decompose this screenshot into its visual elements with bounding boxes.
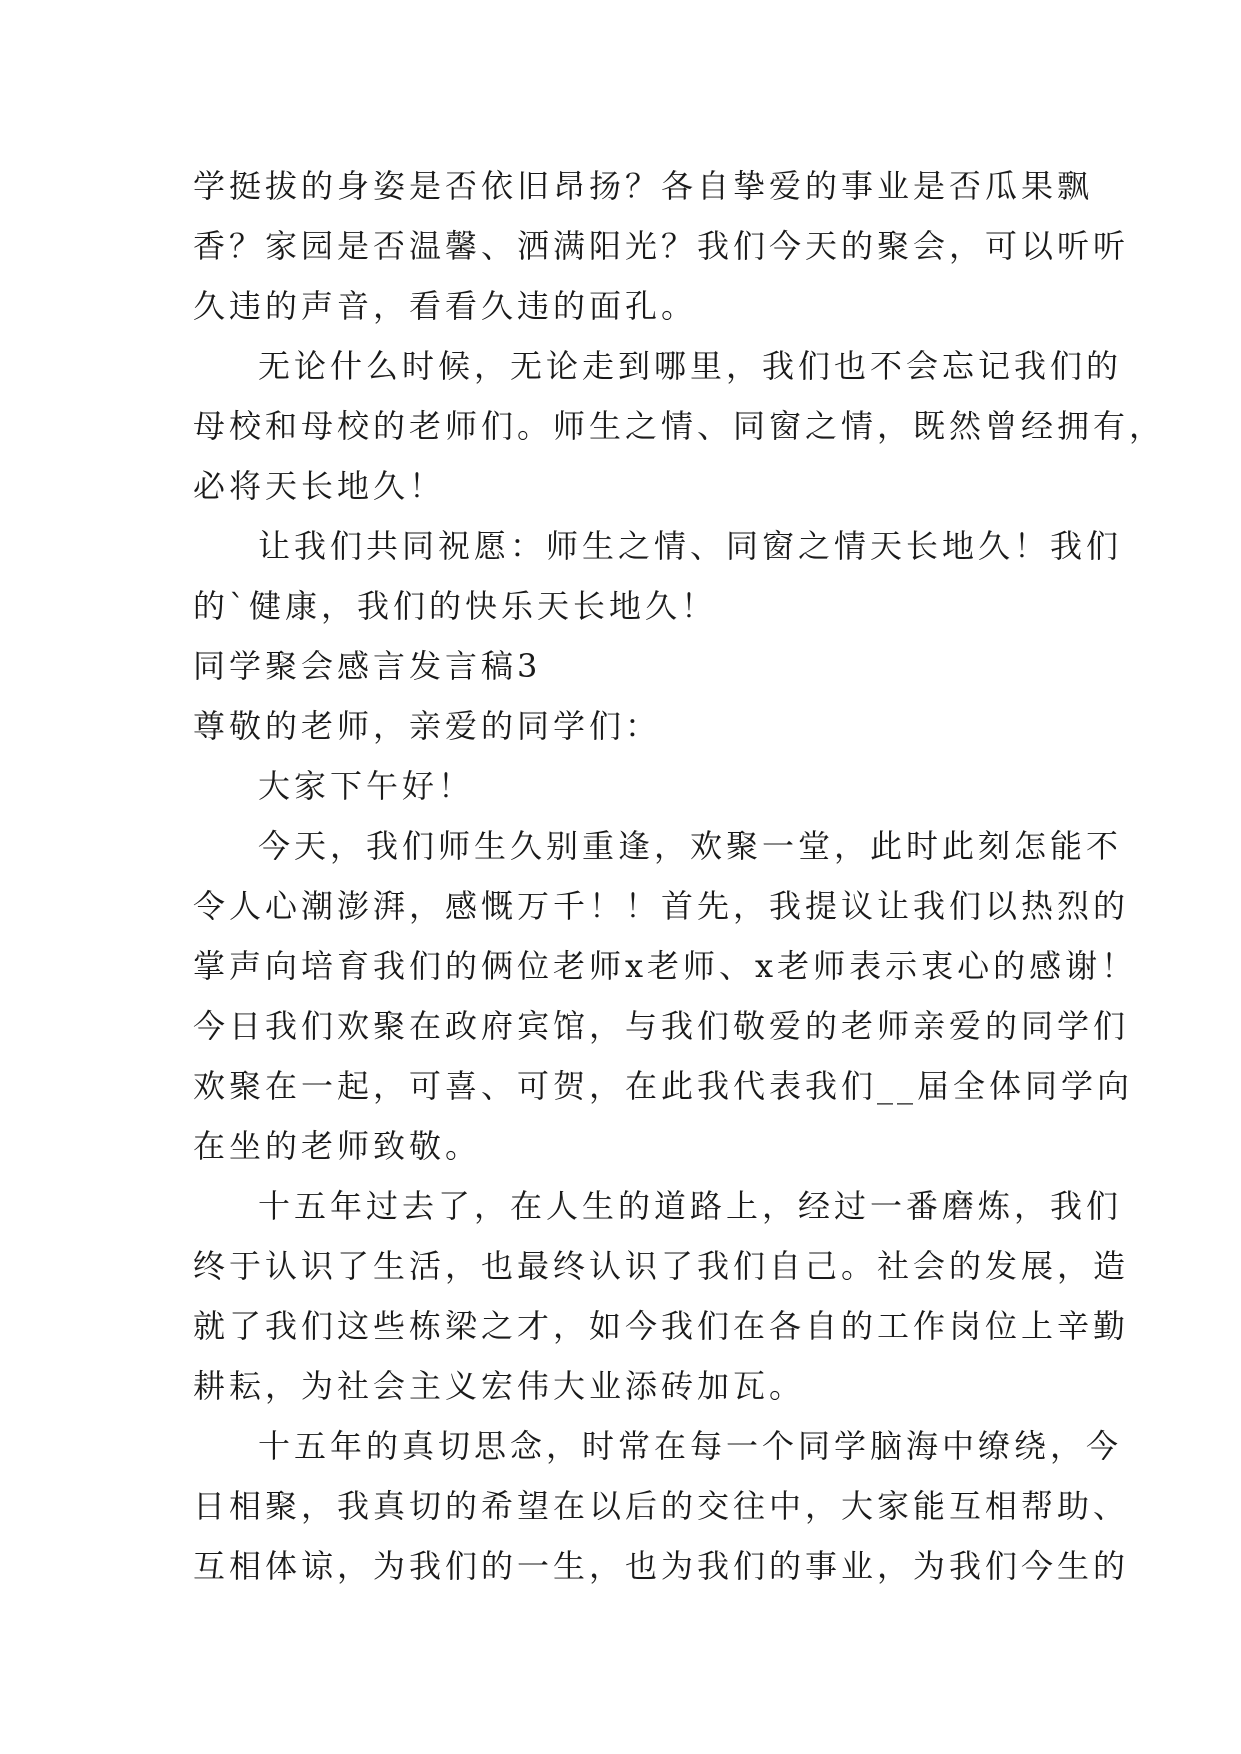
text-line: 的`健康，我们的快乐天长地久！	[193, 587, 718, 625]
text-line: 香？家园是否温馨、洒满阳光？我们今天的聚会，可以听听	[193, 227, 1130, 265]
text-line: 十五年的真切思念，时常在每一个同学脑海中缭绕，今	[258, 1427, 1123, 1465]
text-line: 十五年过去了，在人生的道路上，经过一番磨炼，我们	[258, 1187, 1123, 1225]
text-line: 耕耘，为社会主义宏伟大业添砖加瓦。	[193, 1367, 806, 1405]
text-line: 终于认识了生活，也最终认识了我们自己。社会的发展，造	[193, 1247, 1130, 1285]
text-line: 今天，我们师生久别重逢，欢聚一堂，此时此刻怎能不	[258, 827, 1123, 865]
greeting: 大家下午好！	[258, 767, 475, 805]
text-line: 母校和母校的老师们。师生之情、同窗之情，既然曾经拥有，	[193, 407, 1166, 445]
text-line: 就了我们这些栋梁之才，如今我们在各自的工作岗位上辛勤	[193, 1307, 1130, 1345]
section-heading: 同学聚会感言发言稿3	[193, 647, 542, 685]
text-line: 互相体谅，为我们的一生，也为我们的事业，为我们今生的	[193, 1547, 1130, 1585]
text-line: 久违的声音，看看久违的面孔。	[193, 287, 698, 325]
text-line: 让我们共同祝愿：师生之情、同窗之情天长地久！我们	[258, 527, 1123, 565]
text-line: 今日我们欢聚在政府宾馆，与我们敬爱的老师亲爱的同学们	[193, 1007, 1130, 1045]
text-line: 必将天长地久！	[193, 467, 446, 505]
text-line: 令人心潮澎湃，感慨万千！！首先，我提议让我们以热烈的	[193, 887, 1130, 925]
text-line: 无论什么时候，无论走到哪里，我们也不会忘记我们的	[258, 347, 1123, 385]
text-line: 欢聚在一起，可喜、可贺，在此我代表我们__届全体同学向	[193, 1067, 1134, 1105]
text-line: 日相聚，我真切的希望在以后的交往中，大家能互相帮助、	[193, 1487, 1130, 1525]
text-line: 掌声向培育我们的俩位老师x老师、x老师表示衷心的感谢！	[193, 947, 1138, 985]
salutation: 尊敬的老师，亲爱的同学们：	[193, 707, 662, 745]
text-line: 在坐的老师致敬。	[193, 1127, 482, 1165]
text-line: 学挺拔的身姿是否依旧昂扬？各自挚爱的事业是否瓜果飘	[193, 167, 1094, 205]
